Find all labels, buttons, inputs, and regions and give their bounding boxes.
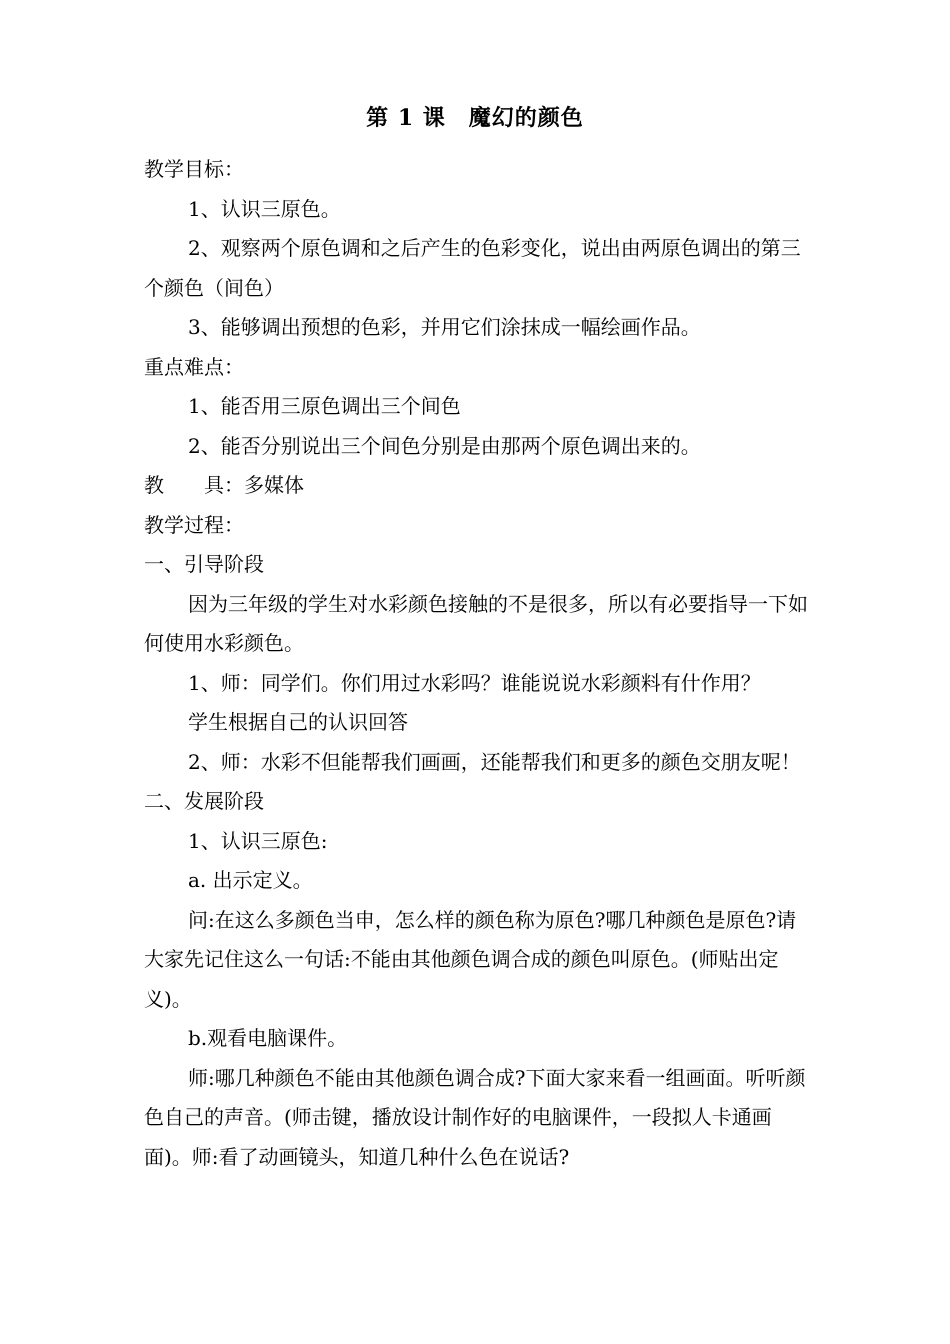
paragraph: a. 出示定义。 xyxy=(188,868,313,892)
paragraph: 2、师：水彩不但能帮我们画画，还能帮我们和更多的颜色交朋友呢！ xyxy=(188,749,801,774)
paragraph: 1、师：同学们。你们用过水彩吗？谁能说说水彩颜料有什作用？ xyxy=(188,670,761,695)
paragraph: 1、认识三原色: xyxy=(188,828,328,853)
paragraph: 因为三年级的学生对水彩颜色接触的不是很多，所以有必要指导一下如何使用水彩颜色。 xyxy=(144,591,808,655)
stage-heading-2: 二、发展阶段 xyxy=(144,789,264,813)
teaching-tools-line: 教 具：多媒体 xyxy=(144,473,304,497)
paragraph: 师:哪几种颜色不能由其他颜色调合成?下面大家来看一组画面。听听颜色自己的声音。(师击键，播放设计制作好的电脑课件，一段拟人卡通画面)。师:看了动画镜头，知道几种什么色在说话? xyxy=(144,1065,806,1169)
objective-item-2: 2、观察两个原色调和之后产生的色彩变化，说出由两原色调出的第三个颜色（间色） xyxy=(144,236,801,300)
stage-heading-1: 一、引导阶段 xyxy=(144,552,264,576)
key-point-item-2: 2、能否分别说出三个间色分别是由那两个原色调出来的。 xyxy=(188,433,701,458)
key-point-item-1: 1、能否用三原色调出三个间色 xyxy=(188,394,461,418)
document-title: 第 1 课 魔幻的颜色 xyxy=(366,105,584,131)
paragraph: 学生根据自己的认识回答 xyxy=(188,710,408,734)
section-heading-process: 教学过程： xyxy=(144,512,244,537)
objective-item-1: 1、认识三原色。 xyxy=(188,196,341,221)
paragraph: b.观看电脑课件。 xyxy=(188,1026,348,1050)
section-heading-key-points: 重点难点： xyxy=(144,354,244,379)
document-body xyxy=(144,150,810,1177)
paragraph: 问:在这么多颜色当申，怎么样的颜色称为原色?哪几种颜色是原色?请大家先记住这么一句话:不能由其他颜色调合成的颜色叫原色。(师贴出定义)。 xyxy=(144,907,797,1011)
objective-item-3: 3、能够调出预想的色彩，并用它们涂抹成一幅绘画作品。 xyxy=(188,315,701,339)
section-heading-objectives: 教学目标： xyxy=(144,157,244,181)
